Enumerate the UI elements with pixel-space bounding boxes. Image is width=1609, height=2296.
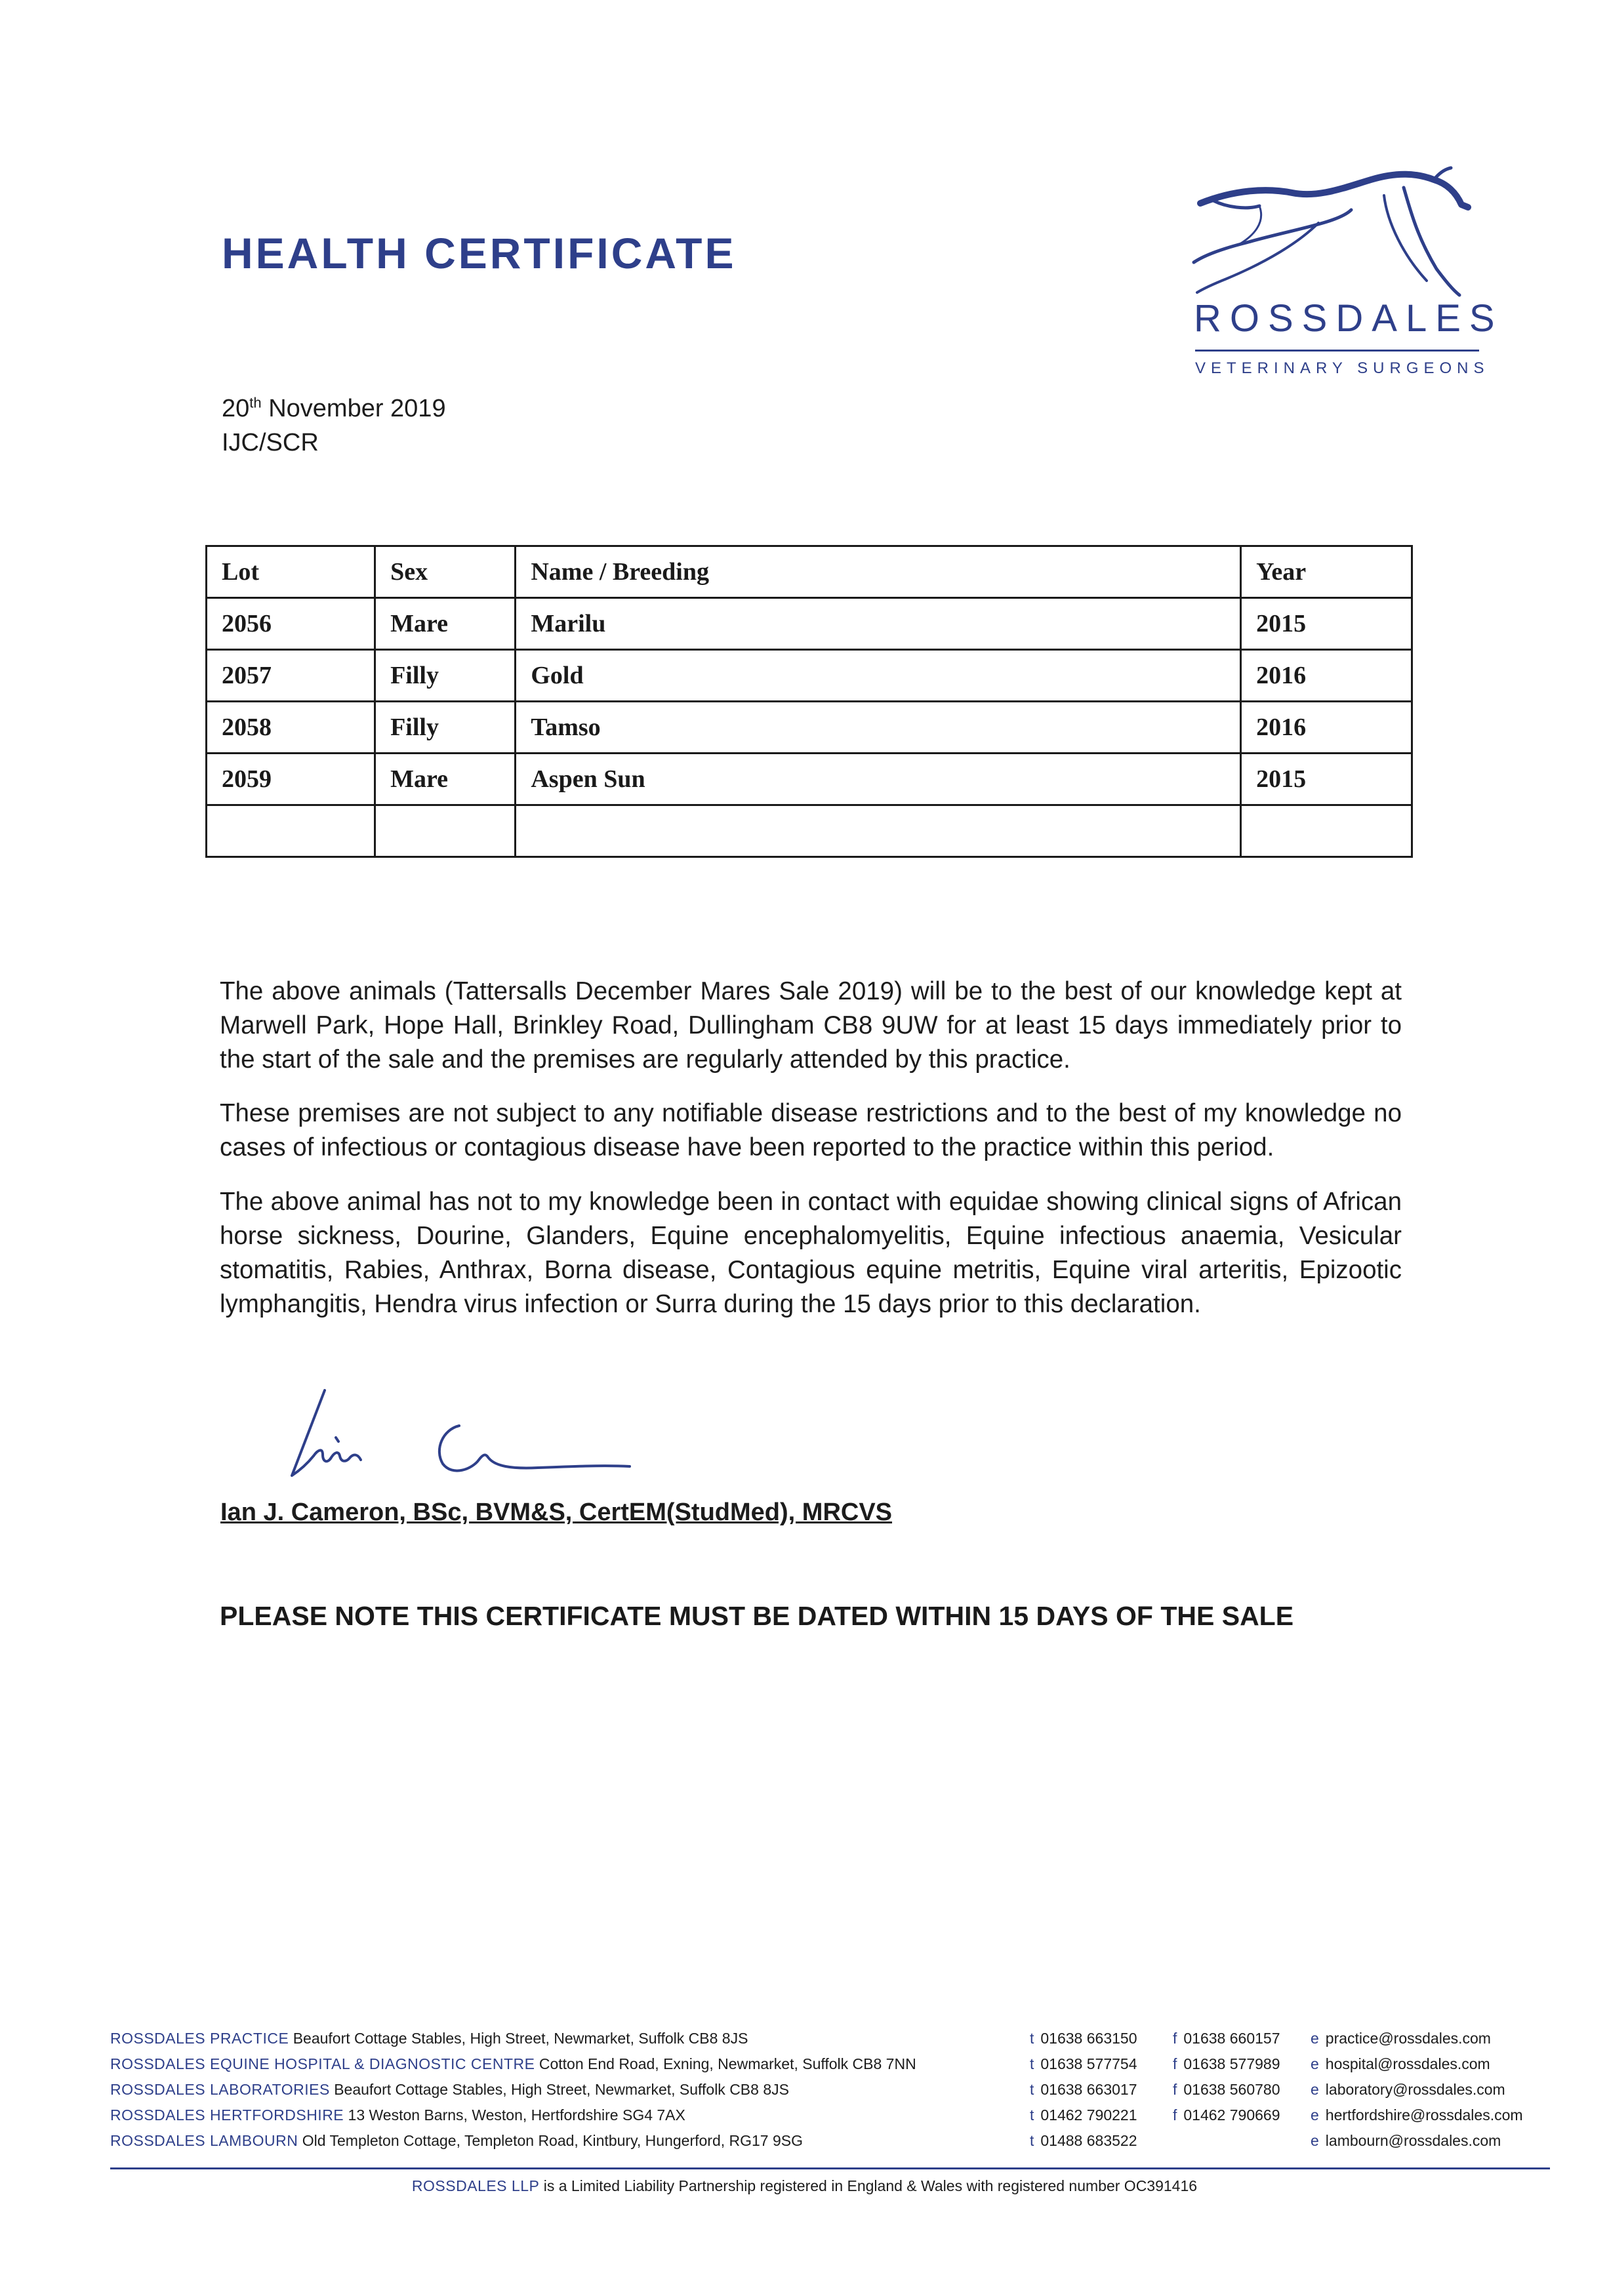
office-name: ROSSDALES EQUINE HOSPITAL & DIAGNOSTIC CENTRE — [110, 2055, 535, 2072]
office-address: Beaufort Cottage Stables, High Street, Newmarket, Suffolk CB8 8JS — [293, 2030, 748, 2047]
cell-name: Marilu — [516, 598, 1241, 650]
office-email — [1311, 2055, 1490, 2073]
header-name-breeding: Name / Breeding — [516, 546, 1241, 598]
office-telephone — [1030, 2081, 1137, 2099]
cell-lot: 2056 — [207, 598, 375, 650]
fax-number: 01638 560780 — [1183, 2081, 1280, 2098]
office-name: ROSSDALES LAMBOURN — [110, 2132, 298, 2149]
cell-lot: 2057 — [207, 650, 375, 702]
horse-logo-icon — [1187, 164, 1476, 302]
email-label: e — [1311, 2030, 1319, 2047]
email-label: e — [1311, 2132, 1319, 2149]
email-label: e — [1311, 2081, 1319, 2098]
paragraph-restrictions: These premises are not subject to any notifiable disease restrictions and to the best of my knowledge no cases of infectious or contagious disease have been reported to the practice within this period. — [220, 1099, 1402, 1161]
legal-company-name: ROSSDALES LLP — [411, 2177, 540, 2194]
fax-number: 01638 660157 — [1183, 2030, 1280, 2047]
cell-year: 2015 — [1241, 598, 1412, 650]
tel-label: t — [1030, 2081, 1034, 2098]
cell-name: Tamso — [516, 702, 1241, 754]
email-label: e — [1311, 2106, 1319, 2124]
cell-sex: Filly — [375, 702, 516, 754]
header-year: Year — [1241, 546, 1412, 598]
cell-lot: 2058 — [207, 702, 375, 754]
fax-label: f — [1173, 2030, 1177, 2047]
office-fax — [1173, 2030, 1280, 2047]
office-address: Old Templeton Cottage, Templeton Road, Kintbury, Hungerford, RG17 9SG — [302, 2132, 804, 2149]
cell-lot: 2059 — [207, 754, 375, 805]
email-address: hospital@rossdales.com — [1325, 2055, 1490, 2072]
office-email — [1311, 2081, 1505, 2099]
cell-name: Aspen Sun — [516, 754, 1241, 805]
legal-text: is a Limited Liability Partnership registered in England & Wales with registered number OC391416 — [539, 2177, 1198, 2194]
cell-sex — [375, 805, 516, 857]
office-address: Beaufort Cottage Stables, High Street, Newmarket, Suffolk CB8 8JS — [334, 2081, 789, 2098]
paragraph-premises: The above animals (Tattersalls December Mares Sale 2019) will be to the best of our knowledge kept at Marwell Park, Hope Hall, Brinkley Road, Dullingham CB8 9UW for at least 15 days immediately prior to the start of the sale and the premises are regularly attended by this practice. — [220, 977, 1402, 1074]
cell-year: 2015 — [1241, 754, 1412, 805]
table-row-empty — [207, 805, 1412, 857]
office-fax — [1173, 2081, 1280, 2099]
table-row — [207, 754, 1412, 805]
office-address: Cotton End Road, Exning, Newmarket, Suffolk CB8 7NN — [539, 2055, 916, 2072]
office-name: ROSSDALES PRACTICE — [110, 2030, 289, 2047]
telephone-number: 01638 663017 — [1040, 2081, 1137, 2098]
fax-label: f — [1173, 2106, 1177, 2124]
logo-divider — [1195, 350, 1479, 352]
tel-label: t — [1030, 2106, 1034, 2124]
email-address: laboratory@rossdales.com — [1325, 2081, 1505, 2098]
tel-label: t — [1030, 2132, 1034, 2149]
footer-office-row — [110, 2081, 1553, 2107]
telephone-number: 01462 790221 — [1040, 2106, 1137, 2124]
telephone-number: 01638 663150 — [1040, 2030, 1137, 2047]
cell-year: 2016 — [1241, 650, 1412, 702]
email-address: practice@rossdales.com — [1325, 2030, 1491, 2047]
footer-office-row — [110, 2132, 1553, 2158]
document-title: HEALTH CERTIFICATE — [222, 229, 737, 277]
table-row — [207, 650, 1412, 702]
telephone-number: 01638 577754 — [1040, 2055, 1137, 2072]
cell-sex: Filly — [375, 650, 516, 702]
footer-office-row — [110, 2030, 1553, 2056]
logo-subtitle: VETERINARY SURGEONS — [1195, 359, 1490, 377]
fax-label: f — [1173, 2055, 1177, 2072]
cell-year — [1241, 805, 1412, 857]
fax-number: 01462 790669 — [1183, 2106, 1280, 2124]
table-row — [207, 702, 1412, 754]
fax-label: f — [1173, 2081, 1177, 2098]
header-sex: Sex — [375, 546, 516, 598]
date-month-year: November 2019 — [261, 395, 446, 422]
footer-divider — [110, 2167, 1550, 2169]
footer-office-row — [110, 2055, 1553, 2082]
office-email — [1311, 2030, 1491, 2047]
tel-label: t — [1030, 2030, 1034, 2047]
cell-sex: Mare — [375, 754, 516, 805]
office-fax — [1173, 2055, 1280, 2073]
telephone-number: 01488 683522 — [1040, 2132, 1137, 2149]
office-address: 13 Weston Barns, Weston, Hertfordshire SG4 7AX — [348, 2106, 685, 2124]
office-telephone — [1030, 2055, 1137, 2073]
cell-lot — [207, 805, 375, 857]
table-header-row — [207, 546, 1412, 598]
office-fax — [1173, 2106, 1280, 2124]
cell-name — [516, 805, 1241, 857]
cell-name: Gold — [516, 650, 1241, 702]
certificate-notice: PLEASE NOTE THIS CERTIFICATE MUST BE DATED WITHIN 15 DAYS OF THE SALE — [220, 1601, 1294, 1631]
email-label: e — [1311, 2055, 1319, 2072]
office-email — [1311, 2132, 1501, 2150]
logo-wordmark: ROSSDALES — [1194, 297, 1503, 340]
date-day: 20 — [222, 395, 250, 422]
tel-label: t — [1030, 2055, 1034, 2072]
date-suffix: th — [249, 394, 262, 411]
footer-office-row — [110, 2106, 1553, 2133]
paragraph-diseases: The above animal has not to my knowledge been in contact with equidae showing clinical signs of African horse sickness, Dourine, Glanders, Equine encephalomyelitis, Equine infectious anaemia, Vesicular stomatitis, Rabies, Anthrax, Borna disease, Contagious equine metritis, Equine viral arteritis, Epizootic lymphangitis, Hendra virus infection or Surra during the 15 days prior to this declaration. — [220, 1188, 1402, 1318]
signatory-name: Ian J. Cameron, BSc, BVM&S, CertEM(StudMed), MRCVS — [220, 1499, 893, 1526]
lots-table — [205, 545, 1413, 858]
cell-year: 2016 — [1241, 702, 1412, 754]
office-name: ROSSDALES LABORATORIES — [110, 2081, 330, 2098]
document-date — [222, 395, 446, 423]
office-telephone — [1030, 2106, 1137, 2124]
office-telephone — [1030, 2030, 1137, 2047]
office-name: ROSSDALES HERTFORDSHIRE — [110, 2106, 344, 2124]
handwritten-signature — [262, 1377, 643, 1495]
email-address: hertfordshire@rossdales.com — [1325, 2106, 1523, 2124]
office-email — [1311, 2106, 1523, 2124]
table-row — [207, 598, 1412, 650]
office-telephone — [1030, 2132, 1137, 2150]
header-lot: Lot — [207, 546, 375, 598]
legal-notice — [0, 2177, 1609, 2195]
document-reference: IJC/SCR — [222, 429, 319, 456]
fax-number: 01638 577989 — [1183, 2055, 1280, 2072]
cell-sex: Mare — [375, 598, 516, 650]
email-address: lambourn@rossdales.com — [1325, 2132, 1501, 2149]
